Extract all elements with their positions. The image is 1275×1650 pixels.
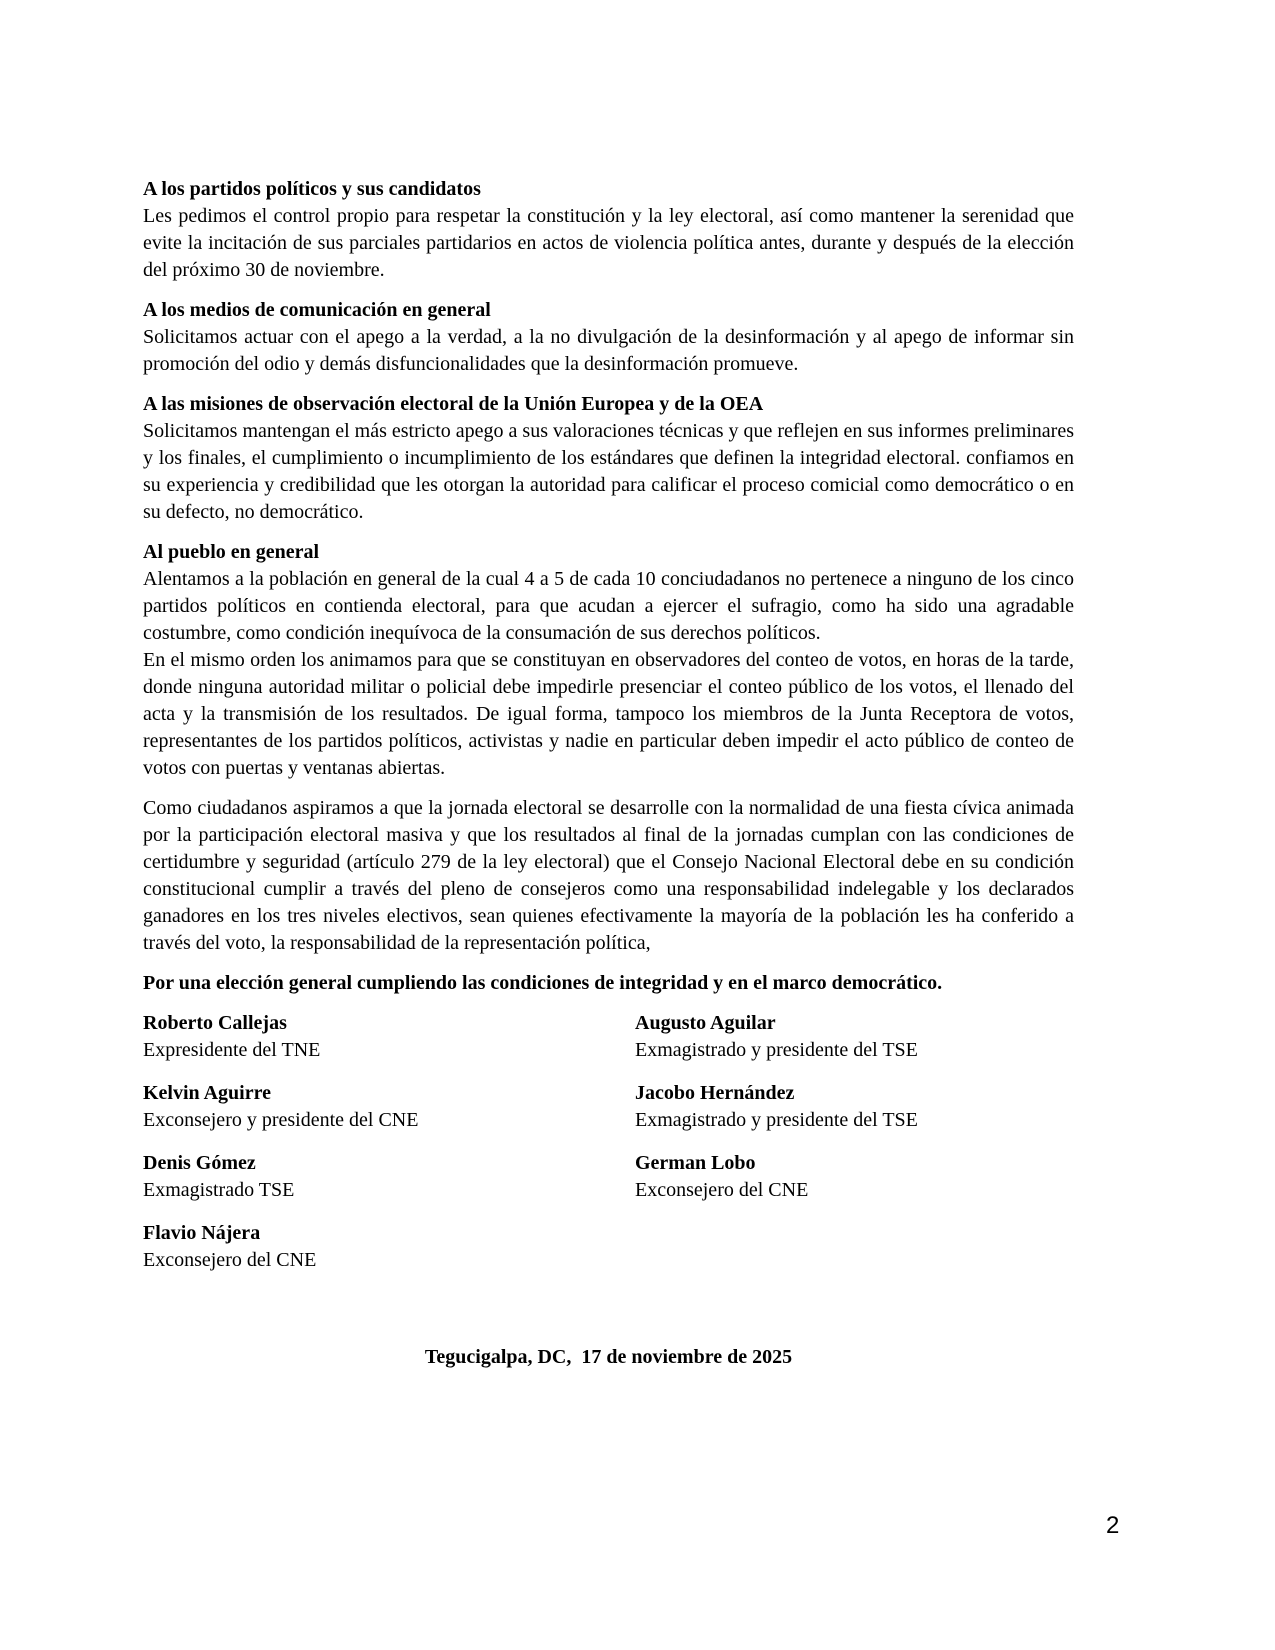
closing-paragraph: Como ciudadanos aspiramos a que la jornada electoral se desarrolle con la normalidad de una fiesta cívica animada por la participación electoral masiva y que los resultados al final de la jornadas cumplan con las condiciones de certidumbre y seguridad (artículo 279 de la ley electoral) que el Consejo Nacional Electoral debe en su condición constitucional cumplir a través del pleno de consejeros como una responsabilidad indelegable y los declarados ganadores en los tres niveles electivos, sean quienes efectivamente la mayoría de la población les ha conferido a través del voto, la responsabilidad de la representación política, — [143, 797, 1074, 954]
signatory-augusto-aguilar — [635, 1010, 1074, 1064]
signatory-title: Exmagistrado y presidente del TSE — [635, 1109, 918, 1131]
section-misiones-paragraph: Solicitamos mantengan el más estricto apego a sus valoraciones técnicas y que reflejen en sus informes preliminares y los finales, el cumplimiento o incumplimiento de los estándares que definen la integridad electoral. confiamos en su experiencia y credibilidad que les otorgan la autoridad para calificar el proceso comicial como democrático o en su defecto, no democrático. — [143, 420, 1074, 523]
section-misiones — [143, 391, 1074, 526]
section-medios — [143, 297, 1074, 378]
signatory-denis-gomez — [143, 1150, 635, 1204]
section-pueblo-heading: Al pueblo en general — [143, 541, 320, 563]
signatory-name: Flavio Nájera — [143, 1222, 261, 1244]
section-pueblo-paragraph-1: Alentamos a la población en general de la cual 4 a 5 de cada 10 conciudadanos no pertenece a ninguno de los cinco partidos políticos en contienda electoral, para que acudan a ejercer el sufragio, como ha sido una agradable costumbre, como condición inequívoca de la consumación de sus derechos políticos. — [143, 568, 1074, 644]
dateline: Tegucigalpa, DC, 17 de noviembre de 2025 — [424, 1346, 793, 1368]
signatory-title: Expresidente del TNE — [143, 1039, 321, 1061]
section-partidos — [143, 176, 1074, 284]
signatory-kelvin-aguirre — [143, 1080, 635, 1134]
signatory-title: Exconsejero y presidente del CNE — [143, 1109, 419, 1131]
signatory-german-lobo — [635, 1150, 1074, 1204]
page-number: 2 — [1106, 1512, 1120, 1539]
signatory-name: German Lobo — [635, 1152, 756, 1174]
signatory-name: Kelvin Aguirre — [143, 1082, 271, 1104]
signatory-title: Exconsejero del CNE — [635, 1179, 809, 1201]
signatory-title: Exconsejero del CNE — [143, 1249, 317, 1271]
signatories-left-column — [143, 1010, 635, 1290]
section-pueblo — [143, 539, 1074, 782]
signatory-name: Denis Gómez — [143, 1152, 256, 1174]
section-pueblo-paragraph-2: En el mismo orden los animamos para que se constituyan en observadores del conteo de votos, en horas de la tarde, donde ninguna autoridad militar o policial debe impedirle presenciar el conteo público de los votos, el llenado del acta y la transmisión de los resultados. De igual forma, tampoco los miembros de la Junta Receptora de votos, representantes de los partidos políticos, activistas y nadie en particular deben impedir el acto público de conteo de votos con puertas y ventanas abiertas. — [143, 649, 1074, 779]
signatory-name: Augusto Aguilar — [635, 1012, 776, 1034]
section-partidos-paragraph: Les pedimos el control propio para respetar la constitución y la ley electoral, así como mantener la serenidad que evite la incitación de sus parciales partidarios en actos de violencia política antes, durante y después de la elección del próximo 30 de noviembre. — [143, 205, 1074, 281]
signatory-name: Jacobo Hernández — [635, 1082, 795, 1104]
closing-paragraph-block — [143, 795, 1074, 957]
signatories-right-column — [635, 1010, 1074, 1220]
signatory-jacobo-hernandez — [635, 1080, 1074, 1134]
section-partidos-heading: A los partidos políticos y sus candidatos — [143, 178, 481, 200]
section-medios-paragraph: Solicitamos actuar con el apego a la verdad, a la no divulgación de la desinformación y al apego de informar sin promoción del odio y demás disfuncionalidades que la desinformación promueve. — [143, 326, 1074, 375]
signatories — [143, 1010, 1074, 1290]
signatory-flavio-najera — [143, 1220, 635, 1274]
motto-line: Por una elección general cumpliendo las condiciones de integridad y en el marco democrático. — [143, 972, 943, 994]
signatory-title: Exmagistrado y presidente del TSE — [635, 1039, 918, 1061]
signatory-name: Roberto Callejas — [143, 1012, 287, 1034]
signatory-roberto-callejas — [143, 1010, 635, 1064]
letter-body — [143, 176, 1074, 1371]
section-medios-heading: A los medios de comunicación en general — [143, 299, 491, 321]
section-misiones-heading: A las misiones de observación electoral de la Unión Europea y de la OEA — [143, 393, 764, 415]
signatory-title: Exmagistrado TSE — [143, 1179, 295, 1201]
